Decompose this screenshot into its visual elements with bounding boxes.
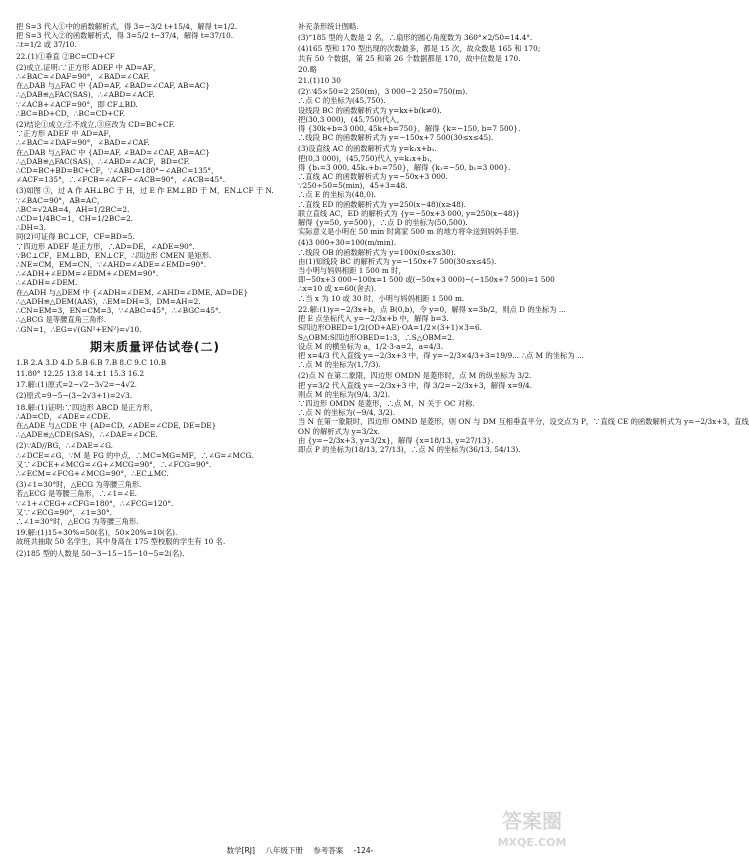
answer-line: ON 的解析式为 y=3/2x. [298, 426, 380, 436]
answer-line: 17.解:(1)原式=2−√2−3√2=−4√2. [16, 380, 137, 390]
answer-line: ∠ACF=135°，∴∠FCB=∠ACF−∠ACB=90°，∠ACB=45°. [16, 175, 226, 185]
answer-line: ∴BC=√2AB=4，AH=1/2BC=2. [16, 204, 130, 214]
answer-line: 又∵∠ECG=90°，∠1=30°. [16, 507, 112, 517]
answer-line: ∵∠BAC=90°，AB=AC， [16, 195, 105, 205]
answer-line: ∴GN=1，∴EG=√(GN²+EN²)=√10. [16, 324, 142, 334]
answer-line: (2)点 N 在第二象限，四边形 OMDN 是菱形时，点 M 的纵坐标为 3/2. [298, 371, 532, 381]
watermark-line1: 答案圈 [502, 809, 562, 833]
answer-line: ∴x=10 或 x=60(舍去). [298, 284, 377, 294]
answer-line: ∴点 N 的坐标为(−9/4, 3/2). [298, 408, 396, 418]
answer-line: 把 S=3 代入①中的函数解析式，得 3=−3/2 t+15/4，解得 t=1/2. [16, 22, 238, 31]
answer-line: ∴CD=1/4BC=1，CH=1/2BC=2. [16, 214, 134, 224]
answer-line: ∴当 x 为 10 或 30 时，小明与妈妈相距 1 500 m. [298, 293, 465, 303]
answer-line: ∵250÷50=5(min)，45+3=48. [298, 181, 408, 191]
answer-line: 1.B 2.A 3.D 4.D 5.B 6.B 7.B 8.C 9.C 10.B [16, 357, 167, 367]
watermark-logo [482, 804, 582, 852]
answer-line: ∴△DAB≌△FAC(SAS)，∴∠ABD=∠ACF，BD=CF. [16, 156, 190, 166]
answer-line: 设线段 BC 的函数解析式为 y=kx+b(k≠0). [298, 105, 442, 115]
answer-line: (2)∵AD//BG，∴∠DAE=∠G. [16, 441, 113, 451]
answer-line: ∴BC=BD+CD，∴BC=CD+CF. [16, 108, 126, 118]
answer-line: ∴△ADH≌△DEM(AAS)，∴EM=DH=3，DM=AH=2. [16, 296, 201, 306]
answer-line: 得 {b₁=3 000, 45k₁+b₁=750}，解得 {k₁=−50, b₁=3 000}. [298, 162, 511, 172]
answer-line: ∴△BCG 是等腰直角三角形. [16, 315, 107, 325]
left-column [16, 22, 294, 816]
answer-line: ∴∠DCE=∠G，∵M 是 FG 的中点，∴MC=MG=MF，∴∠G=∠MCG. [16, 450, 254, 460]
answer-line: (2)185 型的人数是 50−3−15−15−10−5=2(名). [16, 548, 185, 558]
exam-title: 期末质量评估试卷(二) [90, 339, 220, 354]
answer-line: 补充条形统计图略. [298, 22, 359, 31]
answer-line: ∴△DAB≌△FAC(SAS)，∴∠ABD=∠ACF. [16, 90, 155, 100]
answer-line: ∵正方形 ADEF 中 AD=AF， [16, 129, 116, 139]
answer-line: S四边形OBED=1/2(OD+AE)·OA=1/2×(3+1)×3=6. [298, 323, 482, 333]
answer-line: 当 N 在第一象限时，四边形 OMND 是菱形，则 ON 与 DM 互相垂直平分，设交点为 P，∵直线 CE 的函数解析式为 y=−2/3x+3，直线 [298, 417, 749, 427]
answer-line: 19.解:(1)15÷30%=50(名)，50×20%=10(名). [16, 528, 178, 538]
answer-line: ∴∠1=30°时，△ECG 为等腰三角形. [16, 516, 139, 526]
answer-line: (3)如图 ③，过 A 作 AH⊥BC 于 H，过 E 作 EM⊥BD 于 M，EN⊥CF 于 N. [16, 186, 274, 196]
watermark-line2: MXQE.COM [497, 836, 567, 849]
answer-line: ∴∠BAC=∠DAF=90°，∠BAD=∠CAF. [16, 138, 150, 148]
answer-line: 同(2)可证得 BC⊥CF，CF=BD=5. [16, 232, 135, 242]
answer-line: 即点 P 的坐标为(18/13, 27/13)，∴点 N 的坐标为(36/13, 54/13). [298, 444, 521, 454]
answer-line: ∴NE=CM，EM=CN，∵∠AHD=∠ADE=∠EMD=90°. [16, 260, 207, 270]
answer-line: 则点 M 的坐标为(9/4, 3/2). [298, 389, 391, 399]
answer-line: (3)设直线 AC 的函数解析式为 y=k₁x+b₁. [298, 144, 437, 154]
answer-line: 联立直线 AC，ED 的解析式为 {y=−50x+3 000, y=250(x−48)} [298, 208, 521, 218]
footer-page-number: -124- [353, 846, 374, 855]
answer-line: S△OBM:S四边形OBED=1:3，∴S△OBM=2. [298, 332, 455, 342]
answer-line: 实际意义是小明在 50 min 时离家 500 m 的地方将伞送到妈妈手里. [298, 227, 519, 237]
answer-line: 由(1)知线段 BC 的解析式为 y=−150x+7 500(30≤x≤45). [298, 256, 497, 266]
right-column [298, 22, 749, 816]
answer-line: 20.略 [298, 64, 317, 74]
answer-line: 故班共抽取 50 名学生，其中身高在 175 型校服的学生有 10 名. [16, 537, 226, 547]
answer-line: ∴∠ADH+∠EDM=∠EDM+∠DEM=90°. [16, 269, 159, 279]
answer-line: ∴点 C 的坐标为(45,750). [298, 96, 386, 106]
answer-line: (4)3 000÷30=100(m/min). [298, 238, 397, 248]
footer-subject: 数学[RJ] [226, 846, 255, 855]
answer-line: 若△ECG 是等腰三角形，∴∠1=∠E. [16, 489, 137, 499]
answer-line: 设点 M 的横坐标为 a，1/2·3·a=2，a=4/3. [298, 341, 444, 351]
answer-line: (2)成立.证明:∵正方形 ADEF 中 AD=AF， [16, 62, 161, 72]
answer-line: ∴线段 OB 的函数解析式为 y=100x(0≤x≤30). [298, 247, 456, 257]
footer-grade: 八年级下册 [265, 846, 303, 855]
answer-line: (2)∵45×50=2 250(m)，3 000−2 250=750(m). [298, 87, 468, 97]
answer-line: ∴DH=3. [16, 223, 46, 233]
answer-line: 把 S=3 代入②的函数解析式，得 3=5/2 t−37/4，解得 t=37/10. [16, 31, 234, 41]
right-column-lines [298, 22, 749, 454]
answer-line: 22.解:(1)y=−2/3x+b，点 B(0,b)，令 y=0，解得 x=3b/2，则点 D 的坐标为 ... [298, 304, 566, 314]
answer-line: 在△ADE 与△CDE 中 {AD=CD, ∠ADE=∠CDE, DE=DE} [16, 420, 217, 430]
answer-line: ∴∠ADH=∠DEM. [16, 278, 78, 288]
answer-line: ∴点 M 的坐标为(1,7/3). [298, 360, 381, 370]
answer-line: ∴CN=EM=3，EN=CM=3，∵∠ABC=45°，∴∠BGC=45°. [16, 306, 221, 316]
answer-line: 21.(1)10 30 [298, 76, 341, 86]
answer-line: ∵四边形 OMDN 是菱形，∴点 M，N 关于 OC 对称. [298, 398, 475, 408]
answer-line: 把 E 点坐标代入 y=−2/3x+b 中，解得 b=3. [298, 314, 449, 324]
left-column-lines [16, 22, 294, 334]
answer-line: ∴∠ECM=∠FCG+∠MCG=90°，∴EC⊥MC. [16, 468, 169, 478]
answer-line: ∴点 E 的坐标为(48,0). [298, 190, 377, 200]
answer-line: ∴∠BAC=∠DAF=90°，∠BAD=∠CAF. [16, 72, 150, 82]
answer-line: ∵∠ACB+∠ACF=90°，即 CF⊥BD. [16, 99, 138, 109]
answer-line: (2)结论①成立;②不成立,③应改为 CD=BC+CF. [16, 120, 175, 130]
answer-line: ∴t=1/2 或 37/10. [16, 40, 77, 50]
answer-line: 22.(1)①垂直 ②BC=CD+CF [16, 51, 115, 61]
answer-line: 把 x=4/3 代入直线 y=−2/3x+3 中，得 y=−2/3×4/3+3=19/9... ∴点 M 的坐标为 ... [298, 350, 584, 360]
answer-line: 共有 50 个数据，第 25 和第 26 个数据都是 170，故中位数是 170. [298, 53, 521, 63]
answer-line: 把(30,3 000)，(45,750)代入， [298, 114, 404, 124]
answer-line: 当小明与妈妈相距 1 500 m 时， [298, 266, 406, 276]
answer-line: (2)原式=9−5−(3−2√3+1)=2√3. [16, 391, 133, 401]
answer-line: ∴AD=CD，∠ADE=∠CDE. [16, 411, 111, 421]
answer-line: 11.80° 12.25 13.8 14.±1 15.3 16.2 [16, 368, 145, 378]
answer-line: 把(0,3 000)，(45,750)代入 y=k₁x+b₁， [298, 153, 437, 163]
answer-line: ∵∠1+∠CEG+∠CFG=180°，∴∠FCG=120°. [16, 498, 174, 508]
answer-line: 又∵∠DCE+∠MCG=∠G+∠MCG=90°，∴∠FCG=90°. [16, 459, 212, 469]
footer-label: 参考答案 [313, 846, 344, 855]
answer-line: 由 {y=−2/3x+3, y=3/2x}，解得 {x=18/13, y=27/13}. [298, 435, 494, 445]
answer-line: (3)“185 型的人数是 2 名，∴扇形的圆心角度数为 360°×2/50=14.4°. [298, 33, 533, 43]
answer-line: 在△ADH 与△DEM 中 {∠ADH=∠DEM, ∠AHD=∠DME, AD=DE} [16, 287, 249, 297]
answer-line: ∵BC⊥CF，EM⊥BD，EN⊥CF，∴四边形 CMEN 是矩形. [16, 250, 212, 260]
answer-line: 解得 {y=50, y=500}，∴点 D 的坐标为(50,500). [298, 218, 468, 228]
answer-line: ∵四边形 ADEF 是正方形，∴AD=DE，∠ADE=90°. [16, 241, 195, 251]
answer-line: 得 {30k+b=3 000, 45k+b=750}，解得 {k=−150, b=7 500}. [298, 124, 521, 134]
answer-line: ∴直线 AC 的函数解析式为 y=−50x+3 000. [298, 172, 448, 182]
answer-line: ∴CD=BC+BD=BC+CF，∵∠ABD=180°−∠ABC=135°， [16, 166, 219, 176]
answer-line: 18.解:(1)证明:∵四边形 ABCD 是正方形， [16, 402, 158, 412]
answer-line: ∴△ADE≌△CDE(SAS)，∴∠DAE=∠DCE. [16, 430, 158, 440]
answer-line: 即−50x+3 000−100x=1 500 或(−50x+3 000)−(−150x+7 500)=1 500 [298, 275, 555, 285]
answer-line: 在△DAB 与△FAC 中 {AD=AF, ∠BAD=∠CAF, AB=AC} [16, 147, 211, 157]
left-column-lines-2 [16, 358, 294, 558]
answer-line: 在△DAB 与△FAC 中 {AD=AF, ∠BAD=∠CAF, AB=AC} [16, 81, 211, 91]
answer-line: ∴线段 BC 的函数解析式为 y=−150x+7 500(30≤x≤45). [298, 133, 494, 143]
answer-line: (4)165 型和 170 型出现的次数最多，都是 15 次，故众数是 165 和 170; [298, 44, 541, 54]
answer-line: 把 y=3/2 代入直线 y=−2/3x+3 中，得 3/2=−2/3x+3，解得 x=9/4. [298, 380, 533, 390]
answer-line: (3)∠1=30°时，△ECG 为等腰三角形. [16, 480, 142, 490]
answer-line: ∴直线 ED 的函数解析式为 y=250(x−48)(x≥48). [298, 199, 467, 209]
